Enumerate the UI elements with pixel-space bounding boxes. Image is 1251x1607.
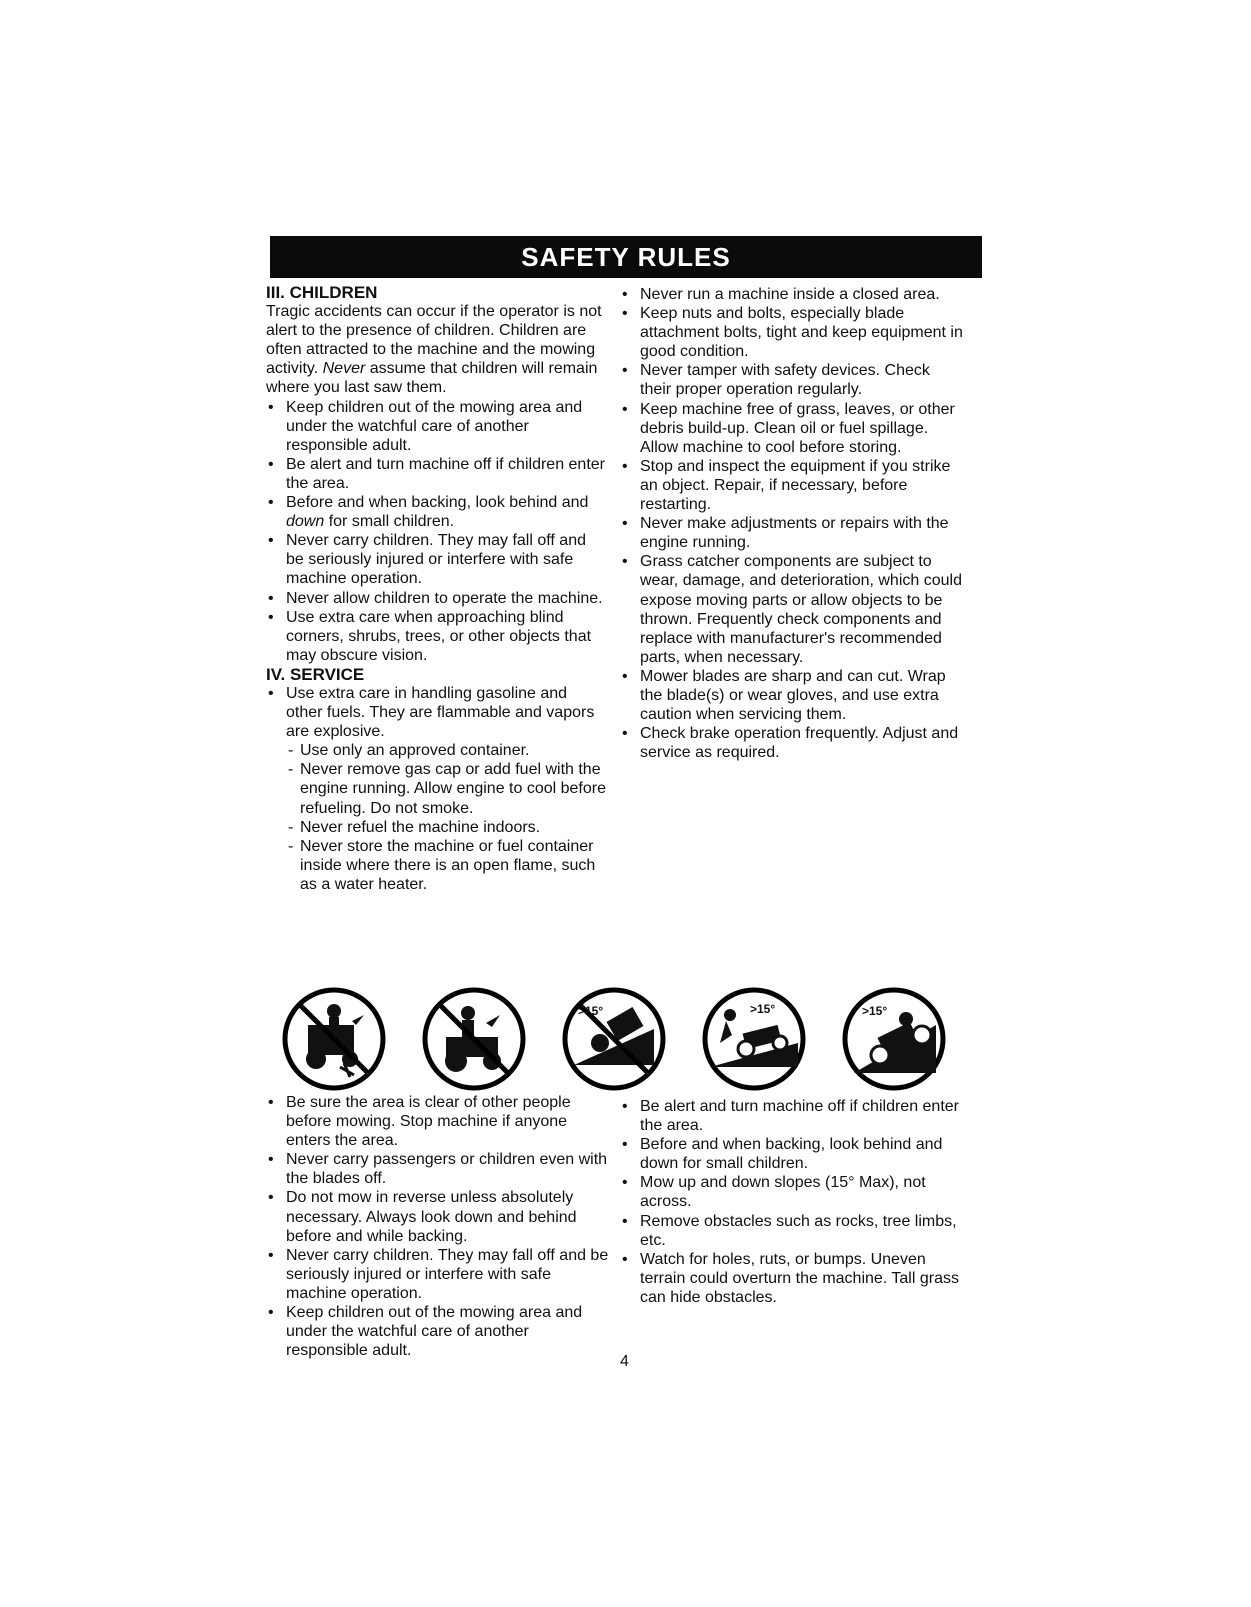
- safety-pictogram-row: [280, 985, 980, 1095]
- list-item: • Before and when backing, look behind and down for small children.: [620, 1135, 965, 1173]
- list-item: • Stop and inspect the equipment if you strike an object. Repair, if necessary, before restarting.: [620, 457, 965, 514]
- children-intro: Tragic accidents can occur if the operator is not alert to the presence of children. Children are often attracted to the machine and the mowing activity. Never assume that children will remain where you last saw them.: [266, 303, 602, 397]
- sub-list-item: - Never store the machine or fuel container inside where there is an open flame, such as a water heater.: [286, 837, 606, 894]
- list-item: • Never run a machine inside a closed area.: [620, 285, 965, 304]
- list-item: • Use extra care in handling gasoline and other fuels. They are flammable and vapors are explosive.: [266, 684, 606, 741]
- mow-up-down-slope-icon: [700, 985, 808, 1093]
- list-item: • Before and when backing, look behind and down for small children.: [266, 493, 606, 531]
- list-item: • Keep machine free of grass, leaves, or other debris build-up. Clean oil or fuel spillage. Allow machine to cool before storing.: [620, 400, 965, 457]
- section-banner: [270, 236, 982, 278]
- list-item: • Keep children out of the mowing area and under the watchful care of another responsible adult.: [266, 398, 606, 455]
- list-item: • Use extra care when approaching blind corners, shrubs, trees, or other objects that may obscure vision.: [266, 608, 606, 665]
- banner-title: SAFETY RULES: [521, 241, 731, 272]
- list-item: • Be sure the area is clear of other people before mowing. Stop machine if anyone enters the area.: [266, 1093, 611, 1150]
- children-heading: III. CHILDREN: [266, 283, 378, 302]
- list-item: • Mower blades are sharp and can cut. Wrap the blade(s) or wear gloves, and use extra caution when servicing them.: [620, 667, 965, 724]
- list-item: • Watch for holes, ruts, or bumps. Uneven terrain could overturn the machine. Tall grass can hide obstacles.: [620, 1250, 965, 1307]
- no-passengers-icon: [420, 985, 528, 1093]
- no-children-near-mower-icon: [280, 985, 388, 1093]
- list-item: • Check brake operation frequently. Adjust and service as required.: [620, 724, 965, 762]
- service-heading: IV. SERVICE: [266, 664, 365, 684]
- list-item: • Grass catcher components are subject to wear, damage, and deterioration, which could expose moving parts or allow objects to be thrown. Frequently check components and replace with manufacturer's recommended parts, when necessary.: [620, 552, 965, 667]
- list-item: • Keep children out of the mowing area and under the watchful care of another responsible adult.: [266, 1303, 611, 1360]
- list-item: • Keep nuts and bolts, especially blade attachment bolts, tight and keep equipment in good condition.: [620, 304, 965, 361]
- list-item: • Never carry children. They may fall off and be seriously injured or interfere with safe machine operation.: [266, 531, 606, 588]
- list-item: • Never tamper with safety devices. Check their proper operation regularly.: [620, 361, 965, 399]
- children-service-column: [266, 283, 606, 894]
- service-list: [266, 684, 606, 894]
- svg-text:>15°: >15°: [862, 1004, 888, 1018]
- children-list: [266, 398, 606, 665]
- no-mowing-across-slope-icon: [560, 985, 668, 1093]
- slope-overturn-warning-icon: [840, 985, 948, 1093]
- svg-text:>15°: >15°: [578, 1004, 604, 1018]
- list-item: • Do not mow in reverse unless absolutely necessary. Always look down and behind before and while backing.: [266, 1188, 611, 1245]
- list-item: • Mow up and down slopes (15° Max), not across.: [620, 1173, 965, 1211]
- list-item: • Never allow children to operate the machine.: [266, 589, 606, 608]
- operation-left-list: [266, 1093, 611, 1360]
- operation-right-list: [620, 1097, 965, 1307]
- operation-left-column: [266, 1093, 611, 1360]
- sub-list-item: - Use only an approved container.: [286, 741, 606, 760]
- list-item: • Be alert and turn machine off if children enter the area.: [266, 455, 606, 493]
- list-item: • Remove obstacles such as rocks, tree limbs, etc.: [620, 1212, 965, 1250]
- maintenance-list: [620, 285, 965, 762]
- list-item: • Be alert and turn machine off if children enter the area.: [620, 1097, 965, 1135]
- operation-right-column: [620, 1097, 965, 1307]
- sub-list-item: - Never remove gas cap or add fuel with the engine running. Allow engine to cool before refueling. Do not smoke.: [286, 760, 606, 817]
- maintenance-column: [620, 285, 965, 762]
- sub-list-item: - Never refuel the machine indoors.: [286, 818, 606, 837]
- page-number: 4: [620, 1353, 629, 1370]
- list-item: • Never make adjustments or repairs with the engine running.: [620, 514, 965, 552]
- svg-text:>15°: >15°: [750, 1002, 776, 1016]
- list-item: • Never carry children. They may fall off and be seriously injured or interfere with safe machine operation.: [266, 1246, 611, 1303]
- list-item: • Never carry passengers or children even with the blades off.: [266, 1150, 611, 1188]
